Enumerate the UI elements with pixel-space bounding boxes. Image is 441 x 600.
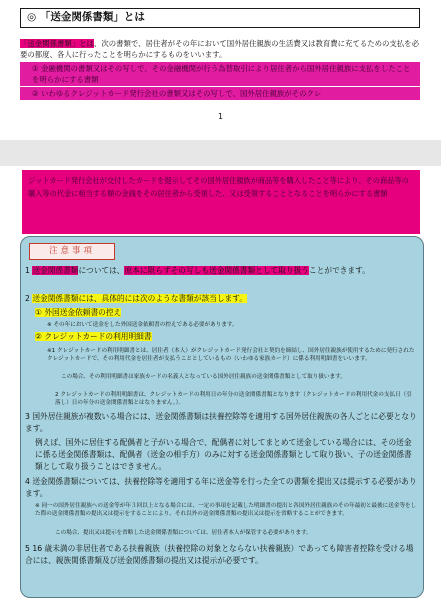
notes-box (20, 236, 424, 598)
note-2-item-2 (35, 331, 152, 343)
definition-item-1: ① 金融機関の書類又はその写しで、その金融機関が行う為替取引により居住者から国外居住親族に支払をしたことを明らかにする書類 (20, 62, 420, 86)
note-4: 4 送金関係書類については、扶養控除等を適用する年に送金等を行った全ての書類を提出又は提示する必要があります。 (25, 477, 417, 498)
note-3-example: 例えば、国外に居住する配偶者と子がいる場合で、配偶者に対してまとめて送金している場合には、その送金に係る送金関係書類は、配偶者（送金の相手方）のみに対する送金関係書類として取り扱い、子の送金関係書類として取り扱うことはできません。 (35, 438, 412, 471)
note-2-item-1-note: ※ その年において送金をした外国送金依頼書の控えである必要があります。 (47, 322, 238, 328)
section-heading: ◎ 「送金関係書類」とは (20, 8, 420, 28)
page-number: 1 (217, 112, 224, 121)
note-2-item-1-label: ① 外国送金依頼書の控え (35, 308, 122, 317)
note-2-item-1 (35, 307, 121, 319)
note-1-end: ことができます。 (308, 266, 370, 275)
definition-item-2: ② いわゆるクレジットカード発行会社の書類又はその写しで、国外居住親族がそのクレ (20, 87, 420, 100)
note-1-term: 送金関係書類 (32, 266, 79, 275)
note-2-text: 送金関係書類には、具体的には次のような書類が該当します。 (32, 294, 247, 303)
note-1-number: 1 (25, 266, 33, 275)
note-1-emphasis: 原本に限らずその写しも送金関係書類として取り扱う (124, 266, 309, 275)
intro-paragraph (20, 38, 420, 60)
note-2 (25, 293, 419, 305)
continued-definition-band: ジットカード発行会社が交付したカードを提示してその国外居住親族が商品等を購入したこと等により、その商品等の購入等の代金に相当する額の金銭をその居住者から受領した、又は受領することとなることを明らかにする書類 (22, 170, 420, 234)
note-2-number: 2 (25, 294, 33, 303)
note-1 (25, 265, 419, 277)
document-page-2 (0, 166, 441, 600)
note-4-remark-2: この場合、提出又は提示を省略した送金関係書類については、居住者本人が保管する必要があります。 (55, 530, 312, 536)
note-5: 5 16 歳未満の非居住者である扶養親族（扶養控除の対象とならない扶養親族）であっても障害者控除を受ける場合には、親族関係書類及び送金関係書類の提出又は提示が必要です。 (25, 544, 414, 565)
note-2-item-2-note-1: ※1 クレジットカードの利用明細書とは、居住者（本人）がクレジットカード発行会社と契約を締結し、国外居住親族が使用するために発行されたクレジットカードで、その利用代金を居住者が支払うこととしているもの（いわゆる家族カード）に係る利用明細書をいいます。 (47, 348, 415, 362)
notes-title: 注意事項 (29, 243, 115, 260)
note-4-remark: ※ 同一の国外居住親族への送金等が年３回以上となる場合には、一定の事項を記載した明細書の提出と各国外居住親族のその年最初と最後に送金等をした際の送金関係書類の提出又は提示をすることにより、それ以外の送金関係書類の提出又は提示を省略することができます。 (35, 503, 417, 517)
note-2-item-2-note-1b: この場合、その利用明細書は家族カードの名義人となっている国外居住親族の送金関係書類として取り扱います。 (61, 374, 346, 380)
note-1-text: については、 (78, 266, 125, 275)
intro-highlight: 「送金関係書類」とは (20, 39, 94, 48)
note-3: 3 国外居住親族が複数いる場合には、送金関係書類は扶養控除等を適用する国外居住親族の各人ごとに必要となります。 (25, 412, 417, 433)
intro-text: 、次の書類で、居住者がその年において国外居住親族の生活費又は教育費に充てるための支払を必要の都度、各人に行ったことを明らかにするものをいいます。 (20, 39, 419, 59)
page-gap (0, 140, 441, 166)
document-page-1 (0, 0, 441, 140)
note-2-item-2-note-2: 2 クレジットカードの利用明細書は、クレジットカードの利用日の年分の送金関係書類となります（クレジットカードの利用代金の支払日（引落し）日の年分の送金関係書類とはなりません。）。 (55, 392, 412, 406)
note-2-item-2-label: ② クレジットカードの利用明細書 (35, 332, 152, 341)
